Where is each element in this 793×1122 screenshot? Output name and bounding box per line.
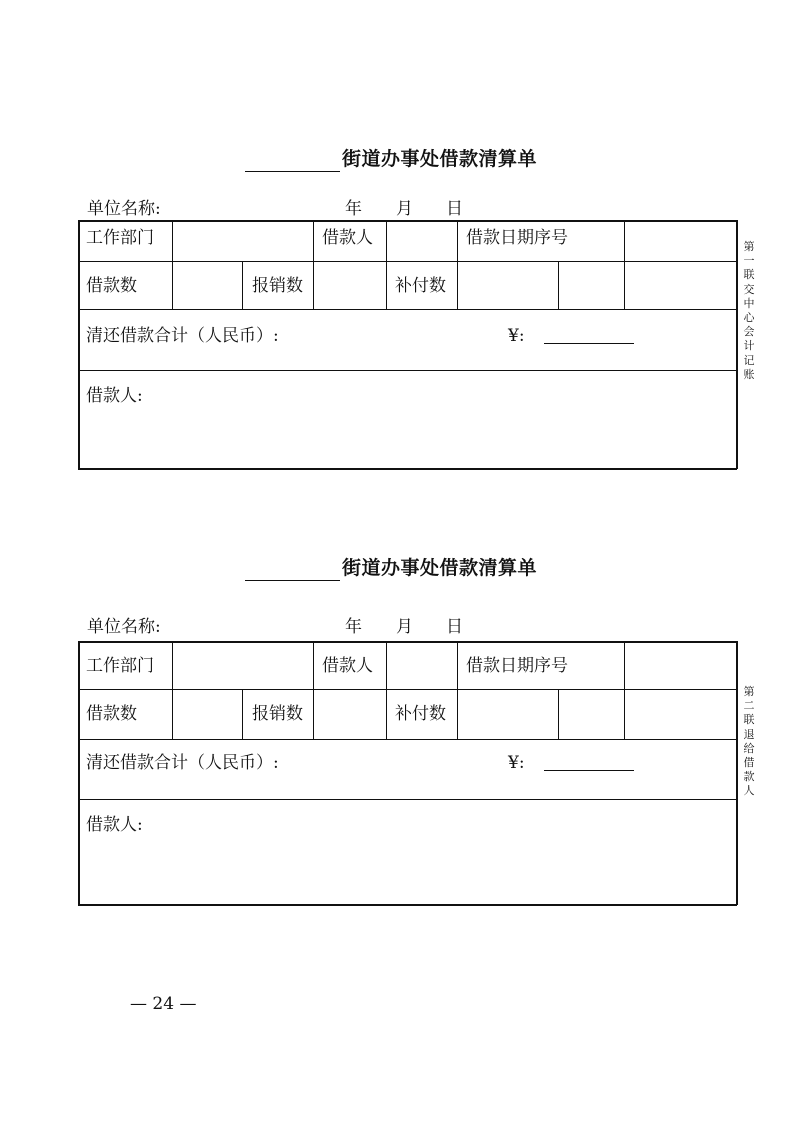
loan-amount-label: 借款数 bbox=[86, 276, 137, 296]
work-department-label: 工作部门 bbox=[86, 228, 154, 248]
date-month-label: 月 bbox=[396, 199, 413, 219]
table-col-divider bbox=[172, 641, 173, 689]
date-year-label: 年 bbox=[345, 199, 362, 219]
page-number: — 24 — bbox=[130, 994, 197, 1014]
work-department-label: 工作部门 bbox=[86, 656, 154, 676]
amount-fill-blank[interactable] bbox=[544, 770, 634, 771]
total-repayment-label: 清还借款合计（人民币）: bbox=[86, 326, 279, 346]
table-col-divider bbox=[558, 689, 559, 739]
reimbursed-amount-label: 报销数 bbox=[252, 704, 303, 724]
table-border-right bbox=[736, 641, 738, 905]
reimbursed-amount-label: 报销数 bbox=[252, 276, 303, 296]
table-border-top bbox=[78, 641, 737, 643]
table-col-divider bbox=[313, 641, 314, 689]
table-row-divider bbox=[78, 689, 737, 690]
yen-symbol-label: ¥: bbox=[508, 753, 525, 773]
borrower-label: 借款人 bbox=[322, 228, 373, 248]
table-col-divider bbox=[386, 641, 387, 689]
total-repayment-label: 清还借款合计（人民币）: bbox=[86, 753, 279, 773]
table-col-divider bbox=[386, 689, 387, 739]
table-row-divider bbox=[78, 739, 737, 740]
borrower-signature-label: 借款人: bbox=[86, 386, 143, 406]
date-month-label: 月 bbox=[396, 617, 413, 637]
table-col-divider bbox=[457, 689, 458, 739]
loan-amount-label: 借款数 bbox=[86, 704, 137, 724]
date-year-label: 年 bbox=[345, 617, 362, 637]
borrower-label: 借款人 bbox=[322, 656, 373, 676]
table-row-divider bbox=[78, 799, 737, 800]
supplement-payment-label: 补付数 bbox=[395, 704, 446, 724]
supplement-payment-label: 补付数 bbox=[395, 276, 446, 296]
loan-date-serial-label: 借款日期序号 bbox=[466, 228, 568, 248]
table-col-divider bbox=[624, 689, 625, 739]
date-day-label: 日 bbox=[446, 199, 463, 219]
table-border-bottom bbox=[78, 904, 737, 906]
copy-note: 第二联退给借款人 bbox=[743, 685, 755, 798]
table-col-divider bbox=[313, 689, 314, 739]
title-fill-blank[interactable] bbox=[245, 580, 340, 581]
table-col-divider bbox=[172, 689, 173, 739]
date-day-label: 日 bbox=[446, 617, 463, 637]
form-title: 街道办事处借款清算单 bbox=[342, 557, 538, 579]
table-col-divider bbox=[242, 689, 243, 739]
table-col-divider bbox=[457, 641, 458, 689]
unit-name-label: 单位名称: bbox=[87, 199, 161, 219]
form-title: 街道办事处借款清算单 bbox=[342, 148, 538, 170]
copy-note: 第一联交中心会计记账 bbox=[743, 240, 755, 381]
borrower-signature-label: 借款人: bbox=[86, 815, 143, 835]
yen-symbol-label: ¥: bbox=[508, 326, 525, 346]
loan-date-serial-label: 借款日期序号 bbox=[466, 656, 568, 676]
table-border-left bbox=[78, 641, 80, 905]
unit-name-label: 单位名称: bbox=[87, 617, 161, 637]
table-col-divider bbox=[624, 641, 625, 689]
